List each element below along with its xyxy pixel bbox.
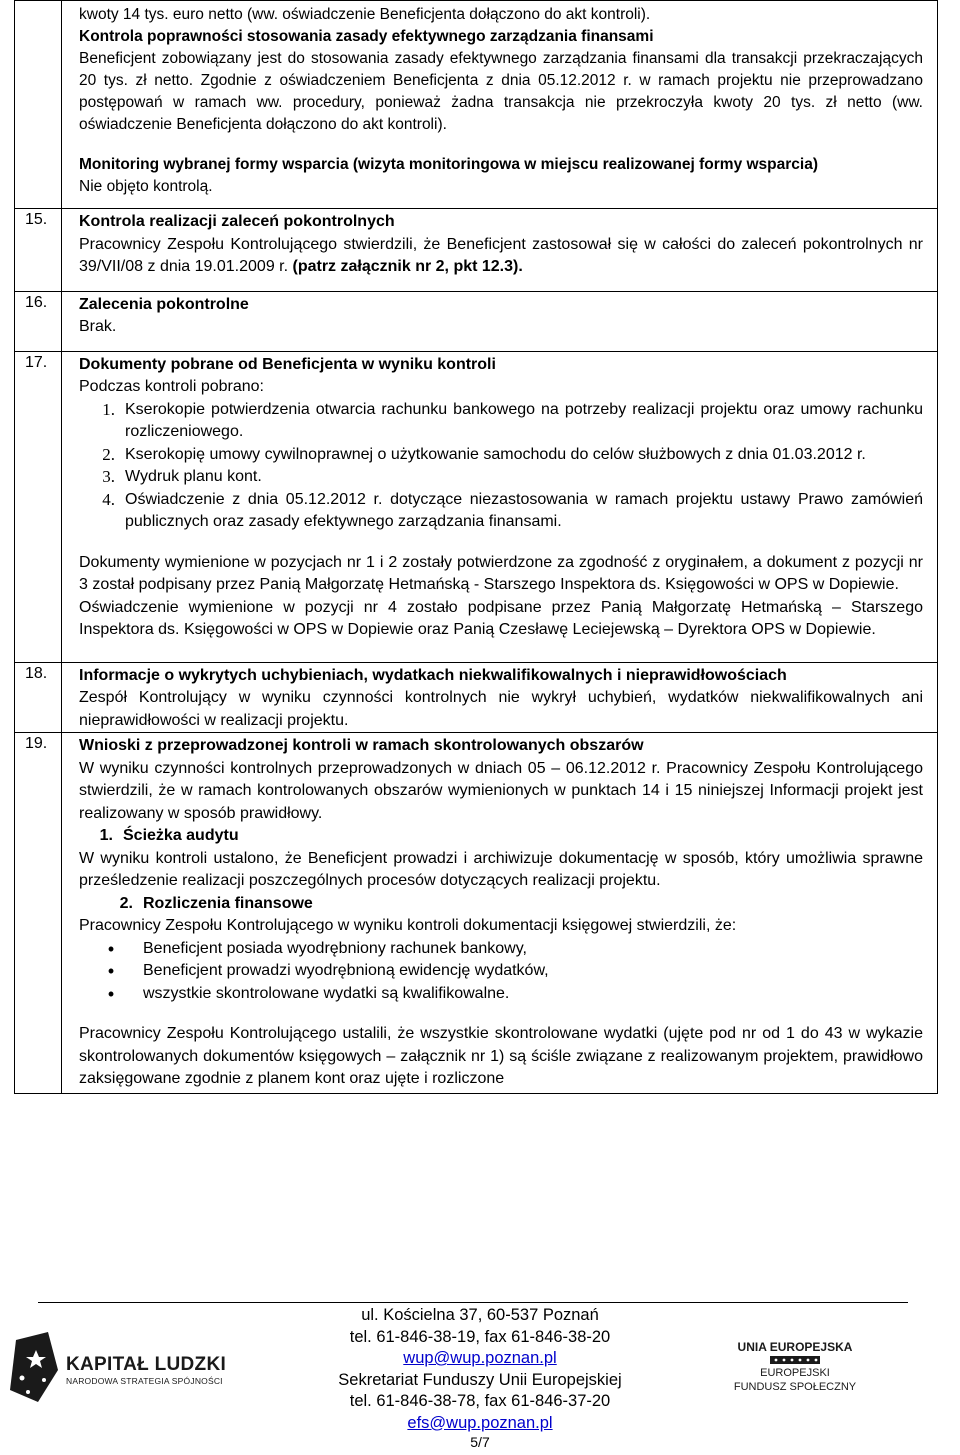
audit-trail-heading: 1. Ścieżka audytu [99,827,239,844]
section-text: Pracownicy Zespołu Kontrolującego stwierdzili, że Beneficjent zastosował się w całości do zaleceń pokontrolnych nr 39/VII/08 z dnia 19.01.2009 r. (patrz załącznik nr 2, pkt 12.3). [79,235,923,275]
footer-phone: tel. 61-846-38-19, fax 61-846-38-20 [349,1327,611,1346]
row-16 [15,291,938,351]
kapital-ludzki-title: KAPITAŁ LUDZKI [66,1354,227,1375]
section-heading: Wnioski z przeprowadzonej kontroli w ramach skontrolowanych obszarów [79,737,644,754]
row-17 [15,351,938,662]
eu-subtitle-1: EUROPEJSKI [760,1367,830,1379]
section-number: 16. [15,291,62,351]
footer-department: Sekretariat Funduszy Unii Europejskiej [338,1370,622,1389]
eu-stars-icon [770,1356,820,1364]
financial-heading: 2. Rozliczenia finansowe [119,894,313,912]
efficiency-heading: Kontrola poprawności stosowania zasady efektywnego zarządzania finansami [79,28,654,45]
footer-phone-2: tel. 61-846-38-78, fax 61-846-37-20 [349,1392,611,1410]
monitoring-heading: Monitoring wybranej formy wsparcia (wizyta monitoringowa w miejscu realizowanej formy wsparcia) [79,156,818,173]
section-heading: Informacje o wykrytych uchybieniach, wydatkach niekwalifikowalnych i nieprawidłowościach [79,666,787,684]
report-table [14,0,938,1094]
kapital-ludzki-logo [8,1330,238,1405]
continued-text: kwoty 14 tys. euro netto (ww. oświadczenie Beneficjenta dołączono do akt kontroli). [79,6,651,23]
footer-email-link[interactable]: wup@wup.poznan.pl [403,1349,557,1367]
list-item: 3. Wydruk planu kont. [102,467,262,486]
findings-list [79,938,923,1006]
page-number: 5/7 [470,1434,490,1450]
row-19 [15,733,938,1094]
footer-divider [38,1302,908,1303]
list-item: 2. Kserokopię umowy cywilnoprawnej o użytkowanie samochodu do celów służbowych z dnia 01.03.2012 r. [102,444,866,464]
list-item: • Beneficjent prowadzi wyodrębnioną ewidencję wydatków, [107,961,549,981]
section-number: 19. [15,733,62,1094]
monitoring-text: Nie objęto kontrolą. [79,178,213,195]
documents-paragraph-1: Dokumenty wymienione w pozycjach nr 1 i 2 zostały potwierdzone za zgodność z oryginałem, a dokument z pozycji nr 3 został podpisany przez Panią Małgorzatę Hetmańską - Starszego Inspektora ds. Księgowości w OPS w Dopiewie. [79,553,923,593]
documents-paragraph-2: Oświadczenie wymienione w pozycji nr 4 zostało podpisane przez Panią Małgorzatę Hetmańską – Starszego Inspektora ds. Księgowości w OPS w Dopiewie oraz Panią Czesławę Leciejewską – Dyrektora OPS w Dopiewie. [79,598,923,638]
footer-address: ul. Kościelna 37, 60-537 Poznań [361,1306,599,1324]
section-heading: Dokumenty pobrane od Beneficjenta w wyniku kontroli [79,355,496,373]
footer-email-link-2[interactable]: efs@wup.poznan.pl [407,1413,553,1432]
section-number: 18. [15,662,62,733]
closing-text: Pracownicy Zespołu Kontrolującego ustalili, że wszystkie skontrolowane wydatki (ujęte pod nr od 1 do 43 w wykazie skontrolowanych dokumentów księgowych – załącznik nr 1) są ściśle związane z realizowanym projektem, prawidłowo zaksięgowane zgodnie z planem kont oraz ujęte i rozliczone [79,1025,923,1087]
section-intro: Podczas kontroli pobrano: [79,378,264,395]
kapital-ludzki-emblem-icon [8,1330,60,1405]
audit-trail-text: W wyniku kontroli ustalono, że Beneficjent prowadzi i archiwizuje dokumentację w sposób, który umożliwia sprawne prześledzenie realizacji poszczególnych procesów dotyczących realizacji projektu. [79,849,923,889]
row-18 [15,662,938,733]
section-text: W wyniku czynności kontrolnych przeprowadzonych w dniach 05 – 06.12.2012 r. Pracownicy Zespołu Kontrolującego stwierdzili, że w ramach kontrolowanych obszarów wymienionych w punktach 14 i 15 niniejszej Informacji projekt jest realizowany w sposób prawidłowy. [79,759,923,822]
section-heading: Kontrola realizacji zaleceń pokontrolnych [79,213,395,230]
list-item: 4. Oświadczenie z dnia 05.12.2012 r. dotyczące niezastosowania w ramach projektu ustawy Prawo zamówień publicznych oraz zasady efektywnego zarządzania finansami. [102,489,923,530]
documents-list [79,399,923,534]
efficiency-text: Beneficjent zobowiązany jest do stosowania zasady efektywnego zarządzania finansami dla transakcji przekraczających 20 tys. zł netto. Zgodnie z oświadczeniem Beneficjenta z dnia 05.12.2012 r. w ramach projektu nie przeprowadzano postępowań w ramach ww. procedury, ponieważ żadna transakcja nie przekroczyła kwoty 20 tys. zł netto (ww. oświadczenie Beneficjenta dołączono do akt kontroli). [79,50,923,133]
list-item: 1. Kserokopie potwierdzenia otwarcia rachunku bankowego na potrzeby realizacji projektu oraz umowy rachunku rozliczeniowego. [102,399,923,440]
section-heading: Zalecenia pokontrolne [79,295,249,313]
row-14-continued [15,1,938,209]
financial-intro: Pracownicy Zespołu Kontrolującego w wyniku kontroli dokumentacji księgowej stwierdzili, że: [79,917,737,934]
list-item: • wszystkie skontrolowane wydatki są kwalifikowalne. [107,983,510,1004]
section-text: Zespół Kontrolujący w wyniku czynności kontrolnych nie wykrył uchybień, wydatków niekwalifikowalnych ani nieprawidłowości w realizacji projektu. [79,689,923,729]
eu-efs-logo [720,1330,870,1400]
section-number: 17. [15,351,62,662]
row-15 [15,209,938,292]
eu-subtitle-2: FUNDUSZ SPOŁECZNY [733,1381,857,1393]
section-number: 15. [15,209,62,292]
list-item: • Beneficjent posiada wyodrębniony rachunek bankowy, [107,938,527,959]
eu-title: UNIA EUROPEJSKA [737,1340,853,1354]
kapital-ludzki-subtitle: NARODOWA STRATEGIA SPÓJNOŚCI [66,1376,223,1386]
section-text: Brak. [79,318,117,335]
